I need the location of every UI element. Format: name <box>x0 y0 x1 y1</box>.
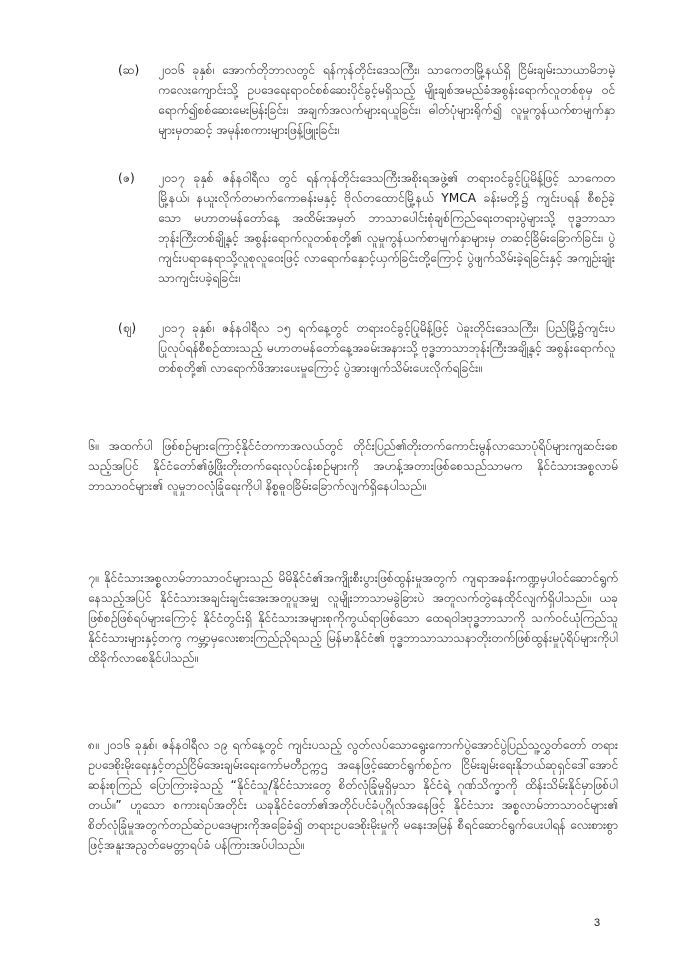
paragraph-6: ၆။ အထက်ပါ ဖြစ်စဉ်များကြောင့်နိုင်ငံတကာအလယ်တွင် တိုင်းပြည်၏တိုးတက်ကောင်းမွန်လာသောပုံရိပ်များကျဆင်းစေသည့်အပြင် နိုင်ငံတော်၏ဖွံ့ဖြိုးတိုးတက်ရေးလုပ်ငန်းစဉ်များကို အဟန့်အတားဖြစ်စေသည်သာမက နိုင်ငံသားအစ္စလာမ်ဘာသာဝင်များ၏ လူမှုဘဝလုံခြုံရေးကိုပါ နိစ္စဓူဝခြိမ်းခြောက်လျက်ရှိနေပါသည်။ <box>88 439 618 493</box>
list-item-marker: (ဇ) <box>118 171 135 185</box>
list-item-text: ၂၀၁၇ ခုနှစ်၊ ဇန်နဝါရီလ ၁၅ ရက်နေ့တွင် တရားဝင်ခွင့်ပြုမိန့်ဖြင့် ပဲခူးတိုင်းဒေသကြီး၊ ပြည်မြို့၌ကျင်းပပြုလုပ်ရန်စီစဉ်ထားသည့် မဟာတမန်တော်နေ့အခမ်းအနားသို့ ဗုဒ္ဓဘာသာဘုန်းကြီးအချို့နှင့် အစွန်းရောက်လူတစ်စုတို့၏ လာရောက်ဖိအားပေးမှုကြောင့် ပွဲအားဖျက်သိမ်းပေးလိုက်ရခြင်း။ <box>158 321 615 375</box>
list-item-text: ၂၀၁၆ ခုနှစ်၊ အောက်တိုဘာလတွင် ရန်ကုန်တိုင်းဒေသကြီး၊ သာကေတမြို့နယ်ရှိ ငြိမ်းချမ်းသာယာမိဘမဲ့ကလေးကျောင်းသို့ ဥပဒေရေးရာဝင်စစ်ဆေးပိုင်ခွင့်မရှိသည့် မျိုးချစ်အမည်ခံအစွန်းရောက်လူတစ်စုမှ ဝင်ရောက်၍စစ်ဆေးမေးမြန်းခြင်း၊ အချက်အလက်များရယူခြင်း၊ ဓါတ်ပုံများရိုက်၍ လူမှုကွန်ယက်စာမျက်နှာများမှတဆင့် အမုန်းစကားများဖြန့်ဖြူးခြင်း၊ <box>158 63 615 137</box>
paragraph-8: ၈။ ၂၀၁၆ ခုနှစ်၊ ဇန်နဝါရီလ ၁၉ ရက်နေ့တွင် ကျင်းပသည့် လွတ်လပ်သောရွေးကောက်ပွဲအောင်ပွဲပြည်သူ့လွှတ်တော် တရားဥပဒေစိုးမိုးရေးနှင့်တည်ငြိမ်အေးချမ်းရေးကော်မတီဥက္ကဌ အနေဖြင့်ဆောင်ရွက်စဉ်က ငြိမ်းချမ်းရေးနိုဘယ်ဆုရှင်ဒေါ်အောင်ဆန်းစုကြည် ပြောကြားခဲ့သည့် “နိုင်ငံသူ/နိုင်ငံသားတွေ စိတ်လုံခြုံမှုရှိမှသာ နိုင်ငံရဲ့ ဂုဏ်သိက္ခာကို ထိန်းသိမ်းနိုင်မှာဖြစ်ပါတယ်။” ဟူသော စကားရပ်အတိုင်း ယခုနိုင်ငံတော်၏အတိုင်ပင်ခံပုဂ္ဂိုလ်အနေဖြင့် နိုင်ငံသား အစ္စလာမ်ဘာသာဝင်များ၏ စိတ်လုံခြုံမှုအတွက်တည်ဆဲဥပဒေများကိုအခြေခံ၍ တရားဥပဒေစိုးမိုးမှုကို မနေးအမြန် စီရင်ဆောင်ရွက်ပေးပါရန် လေးစားစွာဖြင့်အနူးအညွတ်မေတ္တာရပ်ခံ ပန်ကြားအပ်ပါသည်။ <box>88 738 618 852</box>
list-item-marker: (ဆ) <box>118 63 140 77</box>
list-item-marker: (ဈ) <box>118 321 137 335</box>
paragraph-7: ၇။ နိုင်ငံသားအစ္စလာမ်ဘာသာဝင်များသည် မိမိနိုင်ငံ၏အကျိုးစီးပွားဖြစ်ထွန်းမှုအတွက် ကျရာအခန်းကဏ္ဍမှပါဝင်ဆောင်ရွက်နေသည့်အပြင် နိုင်ငံသားအချင်းချင်းအေးအတူပူအမျှ လူမျိုးဘာသာမခွဲခြားပဲ အတူလက်တွဲနေထိုင်လျက်ရှိပါသည်။ ယခုဖြစ်စဉ်ဖြစ်ရပ်များကြောင့် နိုင်ငံတွင်းရှိ နိုင်ငံသားအများစုကိုကွယ်ရာဖြစ်သော ထေရဝါဒဗုဒ္ဓဘာသာကို သက်ဝင်ယုံကြည်သူ နိုင်ငံသားများနှင့်တကွ ကမ္ဘာ့မှလေးစားကြည်ညိုရသည့် မြန်မာနိုင်ငံ၏ ဗုဒ္ဓဘာသာသာသနာတိုးတက်ဖြစ်ထွန်းမှုပုံရိပ်များကိုပါ ထိခိုက်လာစေနိုင်ပါသည်။ <box>88 571 618 665</box>
list-item-text: ၂၀၁၇ ခုနှစ် ဇန်နဝါရီလ တွင် ရန်ကုန်တိုင်းဒေသကြီးအစိုးရအဖွဲ့၏ တရားဝင်ခွင့်ပြုမိန့်ဖြင့် သာကေတမြို့နယ်၊ နယူးလိုက်တမာက်ကောဓန်းမနှင့် ဗိုလ်တထောင်မြို့နယ် YMCA ခန်းမတို့၌ ကျင်းပရန် စီစဉ်ခဲ့သော မဟာတမန်တော်နေ့ အထိမ်းအမှတ် ဘာသာပေါင်းစုံချစ်ကြည်ရေးတရားပွဲများသို့ ဗုဒ္ဓဘာသာဘုန်းကြီးတစ်ချို့နှင့် အစွန်းရောက်လူတစ်စုတို့၏ လူမှုကွန်ယက်စာမျက်နှာများမှ တဆင့်ခြိမ်းခြောက်ခြင်း၊ ပွဲကျင်းပရာနေရာသို့လူစုလူဝေးဖြင့် လာရောက်နှောင့်ယှက်ခြင်းတို့ကြောင့် ပွဲဖျက်သိမ်းခဲ့ရခြင်းနှင့် အကျဉ်းချုံးသာကျင်းပခဲ့ရခြင်း၊ <box>158 171 615 285</box>
list-item <box>118 168 615 288</box>
list-item <box>118 318 615 378</box>
list-item <box>118 60 615 140</box>
page-number: 3 <box>594 917 601 929</box>
